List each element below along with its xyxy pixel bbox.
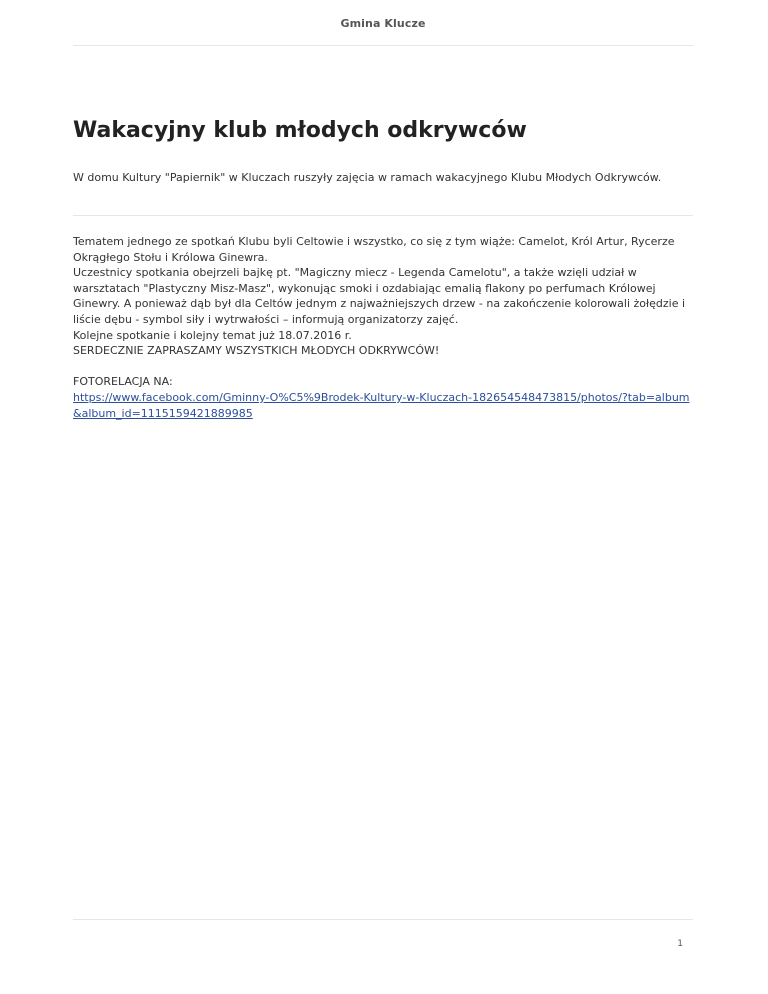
photo-report-link[interactable]: https://www.facebook.com/Gminny-O%C5%9Brodek-Kultury-w-Kluczach-182654548473815/photos/?tab=album&album_id=1115159421889985: [73, 390, 690, 420]
article-body: [73, 234, 695, 421]
content-divider: [73, 215, 693, 216]
photo-report-label: FOTORELACJA NA:: [73, 375, 173, 389]
body-paragraph: Kolejne spotkanie i kolejny temat już 18.07.2016 r.: [73, 328, 352, 342]
article-lead: W domu Kultury "Papiernik" w Kluczach ruszyły zajęcia w ramach wakacyjnego Klubu Młodych Odkrywców.: [73, 171, 662, 184]
page-number: 1: [677, 939, 683, 949]
paragraph-spacer: [73, 359, 695, 375]
page-footer: [73, 919, 693, 959]
photo-report-link-line: [73, 390, 695, 421]
site-name: Gmina Klucze: [340, 17, 426, 30]
body-paragraph: Uczestnicy spotkania obejrzeli bajkę pt. "Magiczny miecz - Legenda Camelotu", a także wzięli udział w warsztatach "Plastyczny Misz-Masz", wykonując smoki i ozdabiając emalią flakony po perfumach Królowej Ginewry. A ponieważ dąb był dla Celtów jednym z najważniejszych drzew - na zakończenie kolorowali żołędzie i liście dębu - symbol siły i wytrwałości – informują organizatorzy zajęć.: [73, 266, 686, 326]
page-header: [73, 0, 693, 46]
body-paragraph: Tematem jednego ze spotkań Klubu byli Celtowie i wszystko, co się z tym wiąże: Camelot, Król Artur, Rycerze Okrągłego Stołu i Królowa Ginewra.: [73, 235, 675, 264]
body-paragraph: SERDECZNIE ZAPRASZAMY WSZYSTKICH MŁODYCH ODKRYWCÓW!: [73, 344, 440, 358]
article-title: Wakacyjny klub młodych odkrywców: [73, 118, 527, 143]
